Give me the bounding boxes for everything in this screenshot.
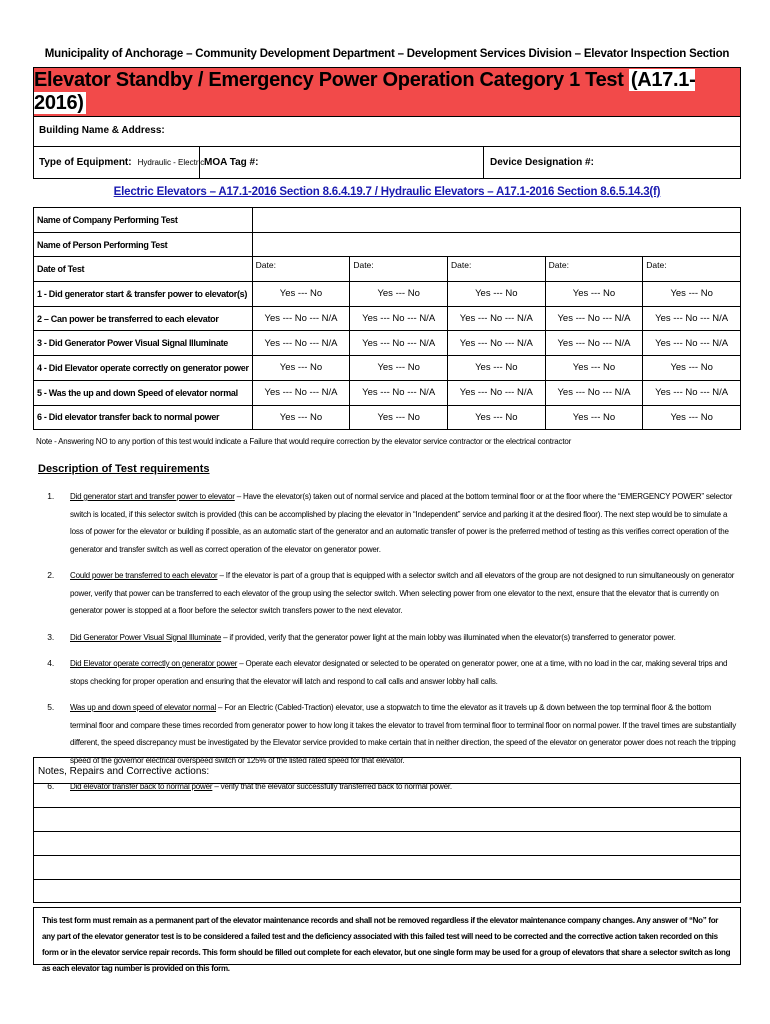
description-title: Description of Test requirements (38, 463, 210, 475)
notes-line[interactable] (34, 832, 740, 856)
test-3-label: 3 - Did Generator Power Visual Signal Illuminate (34, 331, 253, 356)
requirement-lead: Could power be transferred to each elevator (70, 571, 218, 580)
date-cell-1[interactable]: Date: (252, 257, 350, 282)
company-input[interactable] (252, 208, 740, 233)
test-6-answer[interactable]: Yes --- No (252, 405, 350, 430)
test-5-answer[interactable]: Yes --- No --- N/A (252, 380, 350, 405)
company-label: Name of Company Performing Test (34, 208, 253, 233)
test-1-label: 1 - Did generator start & transfer power to elevator(s) (34, 282, 253, 307)
date-cell-2[interactable]: Date: (350, 257, 448, 282)
standard-code: (A17.1-2016) (34, 69, 696, 114)
requirement-item (38, 629, 738, 647)
requirement-item (38, 567, 738, 620)
test-6-label: 6 - Did elevator transfer back to normal power (34, 405, 253, 430)
notes-line[interactable] (34, 856, 740, 880)
test-6-answer[interactable]: Yes --- No (545, 405, 643, 430)
test-2-answer[interactable]: Yes --- No --- N/A (447, 306, 545, 331)
requirement-lead: Did generator start and transfer power to elevator (70, 492, 235, 501)
test-3-answer[interactable]: Yes --- No --- N/A (252, 331, 350, 356)
test-6-answer[interactable]: Yes --- No (643, 405, 741, 430)
test-5-answer[interactable]: Yes --- No --- N/A (545, 380, 643, 405)
footer-statement: This test form must remain as a permanent part of the elevator maintenance records and shall not be removed regardless if the elevator maintenance company changes. Any answer of “No” for any part of the elevator generator test is to be considered a failed test and the deficiency associated with this failed test will need to be corrected and the corrective action taken recorded on this form or in the elevator service repair records. This form should be filled out complete for each elevator, but one single form may be used for a group of elevators that share a selector switch as long as each elevator tag number is provided on this form. (33, 907, 741, 965)
test-1-answer[interactable]: Yes --- No (447, 282, 545, 307)
test-2-label: 2 – Can power be transferred to each elevator (34, 306, 253, 331)
test-5-label: 5 - Was the up and down Speed of elevator normal (34, 380, 253, 405)
equipment-label: Type of Equipment: (39, 157, 132, 168)
moa-tag-label: MOA Tag #: (204, 157, 259, 168)
building-label: Building Name & Address: (39, 125, 165, 136)
test-4-answer[interactable]: Yes --- No (545, 356, 643, 381)
requirement-lead: Was up and down speed of elevator normal (70, 703, 217, 712)
test-row-1 (34, 282, 741, 307)
date-label: Date of Test (34, 257, 253, 282)
requirement-item (38, 488, 738, 558)
test-1-answer[interactable]: Yes --- No (643, 282, 741, 307)
notes-line[interactable] (34, 784, 740, 808)
date-row (34, 257, 741, 282)
test-4-answer[interactable]: Yes --- No (447, 356, 545, 381)
test-5-answer[interactable]: Yes --- No --- N/A (350, 380, 448, 405)
requirement-lead: Did Elevator operate correctly on generator power (70, 659, 238, 668)
test-3-answer[interactable]: Yes --- No --- N/A (447, 331, 545, 356)
test-1-answer[interactable]: Yes --- No (545, 282, 643, 307)
test-4-answer[interactable]: Yes --- No (643, 356, 741, 381)
requirement-text: – If the elevator is part of a group that is equipped with a selector switch and all elevators of the group are not designed to run simultaneously on generator power, verify that power can be transferred to each elevator of the group using the selector switch. When selecting power from one elevator to the next, ensure that the elevator that is currently on generator power is stopped at a floor before the selector switch transfers power to the next elevator. (70, 571, 735, 615)
requirement-text: – if provided, verify that the generator power light at the main lobby was illuminated when the elevator(s) transferred to generator power. (221, 632, 676, 642)
equipment-options: Hydraulic - Electric (137, 158, 205, 167)
requirements-list (38, 488, 738, 796)
test-6-answer[interactable]: Yes --- No (447, 405, 545, 430)
date-cell-3[interactable]: Date: (447, 257, 545, 282)
test-3-answer[interactable]: Yes --- No --- N/A (643, 331, 741, 356)
test-table (33, 207, 741, 430)
requirement-text: – verify that the elevator successfully transferred back to normal power. (212, 782, 452, 791)
test-1-answer[interactable]: Yes --- No (252, 282, 350, 307)
device-designation-field[interactable] (484, 147, 740, 178)
test-5-answer[interactable]: Yes --- No --- N/A (643, 380, 741, 405)
requirement-number: 2. (47, 570, 54, 580)
requirement-item (38, 655, 738, 690)
test-row-6 (34, 405, 741, 430)
company-row (34, 208, 741, 233)
test-3-answer[interactable]: Yes --- No --- N/A (350, 331, 448, 356)
notes-box (33, 757, 741, 903)
test-2-answer[interactable]: Yes --- No --- N/A (643, 306, 741, 331)
date-cell-5[interactable]: Date: (643, 257, 741, 282)
test-2-answer[interactable]: Yes --- No --- N/A (545, 306, 643, 331)
requirement-text: – Have the elevator(s) taken out of normal service and placed at the bottom terminal floor or at the floor where the “EMERGENCY POWER” selector switch is located, if this selector switch is provided (this can be accomplished by placing the elevator in “Independent” service and parking it at the desired floor). The next step would be to simulate a loss of power for the elevator or building if possible, as an automatic start of the generator and an automatic transfer of power is the preferred method of testing as this verifies correct operation of the generator and transfer switch as well as correct operation of the elevator on generator power. (70, 492, 733, 554)
section-heading: Electric Elevators – A17.1-2016 Section 8.6.4.19.7 / Hydraulic Elevators – A17.1-2016 Section 8.6.5.14.3(f) (113, 186, 661, 198)
requirement-lead: Did elevator transfer back to normal power (70, 782, 213, 791)
requirement-number: 1. (47, 491, 54, 501)
device-label: Device Designation #: (490, 157, 594, 168)
requirement-lead: Did Generator Power Visual Signal Illuminate (70, 632, 222, 642)
requirement-number: 5. (47, 702, 54, 712)
test-row-4 (34, 356, 741, 381)
test-5-answer[interactable]: Yes --- No --- N/A (447, 380, 545, 405)
notes-line[interactable] (34, 808, 740, 832)
form-title: Elevator Standby / Emergency Power Operation Category 1 Test (A17.1-2016) (34, 69, 696, 114)
notes-label: Notes, Repairs and Corrective actions: (34, 758, 740, 784)
org-header: Municipality of Anchorage – Community Development Department – Development Services Division – Elevator Inspection Section (44, 48, 730, 60)
test-4-answer[interactable]: Yes --- No (350, 356, 448, 381)
person-input[interactable] (252, 232, 740, 257)
requirement-number: 6. (47, 781, 54, 791)
requirement-number: 3. (47, 631, 54, 642)
date-cell-4[interactable]: Date: (545, 257, 643, 282)
test-1-answer[interactable]: Yes --- No (350, 282, 448, 307)
test-row-5 (34, 380, 741, 405)
test-4-answer[interactable]: Yes --- No (252, 356, 350, 381)
test-2-answer[interactable]: Yes --- No --- N/A (252, 306, 350, 331)
requirement-text: – Operate each elevator designated or selected to be operated on generator power, one at a time, with no load in the car, making several trips and stops checking for proper operation and ensuring that the elevator will latch and respond to call calls and answer lobby hall calls. (70, 659, 728, 686)
requirement-text: – For an Electric (Cabled-Traction) elevator, use a stopwatch to time the elevator as it travels up & down between the top terminal floor & the bottom terminal floor and compare these times recorded from generator power to how long it takes the elevator to travel from terminal floor to terminal floor on normal power. If the travel times are substantially different, the speed discrepancy must be investigated by the Elevator service provided to make certain that in neither direction, the speed of the elevator on generator power does not reach the tripping speed of the governor electrical overspeed switch or 125% of the listed rated speed for that elevator. (70, 703, 736, 765)
test-row-3 (34, 331, 741, 356)
test-4-label: 4 - Did Elevator operate correctly on generator power (34, 356, 253, 381)
equipment-type-field[interactable] (34, 147, 205, 178)
form-title-banner (33, 67, 741, 117)
building-field[interactable] (33, 117, 741, 147)
test-2-answer[interactable]: Yes --- No --- N/A (350, 306, 448, 331)
person-label: Name of Person Performing Test (34, 232, 253, 257)
equipment-row (33, 147, 741, 179)
test-row-2 (34, 306, 741, 331)
test-6-answer[interactable]: Yes --- No (350, 405, 448, 430)
test-3-answer[interactable]: Yes --- No --- N/A (545, 331, 643, 356)
requirement-number: 4. (47, 658, 54, 668)
failure-note: Note - Answering NO to any portion of this test would indicate a Failure that would require correction by the elevator service contractor or the electrical contractor (36, 437, 572, 446)
person-row (34, 232, 741, 257)
notes-line[interactable] (34, 880, 740, 904)
moa-tag-field[interactable] (200, 147, 484, 178)
